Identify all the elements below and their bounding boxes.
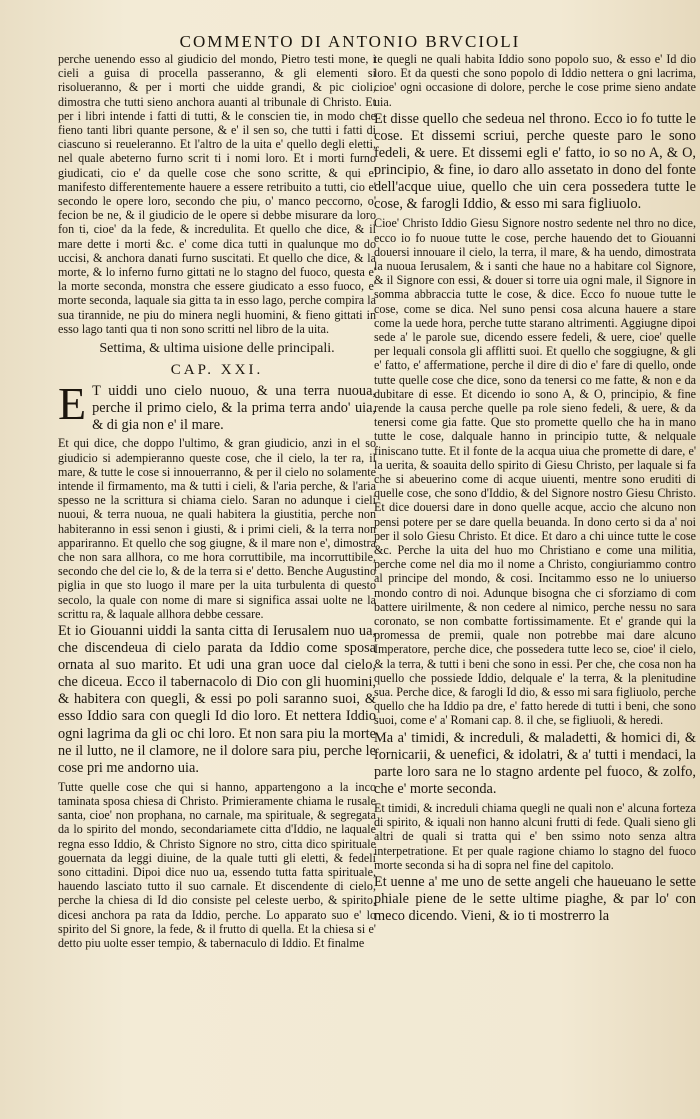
scripture-paragraph: Ma a' timidi, & increduli, & maladetti, & homici di, & fornicarii, & uenefici, & idolatri, & a' tutti i mendaci, la parte loro sara ne lo stagno ardente pel fuoco, & zolfo, che e' morte seconda. [374, 729, 696, 797]
commentary-paragraph: perche uenendo esso al giudicio del mondo, Pietro testi mone, i cieli a guisa di procella passeranno, & gli elementi si risolueranno, & per i morti che uidde grandi, & pic cioli, dimostra che tutti sieno anchora auanti al tribunale di Christo. Et per i libri intende i fatti di tutti, & le conscien tie, in modo che fieno tanti libri quante persone, & e' il sen so, che tutti i fatti di ciascuno si reueleranno. Et l'altro de la uita e' quello degli eletti, nel quale abeterno furno scrit ti i nomi loro. Et i morti furno giudicati, cio e' da quelle cose che sono scritte, & qui e' manifesto differentemente hauere a essere retribuito a tutti, cio e' secondo le opere loro, secondo che piu, o' manco peccorno, o' fecion be ne, & il giudicio de le opere si debbe misurare da loro fon ti, cioe' da la fede, & incredulita. Et quello che dice, & il mare dette i morti &c. e' come dica tutti in qualunque mo do uccisi, & anchora danati furno suscitati. Et quello che dice, & la morte, & lo inferno furno gittati ne lo stagno del fuoco, questa e' la morte seconda, monstra che essere giudicato a esso fuoco, e' morte seconda, laquale sia gitta ta in esso lago, perche compira la sua tirannide, ne piu do minera negli huomini, & fieno gittati in esso lago tanti qua ti non sono scritti nel libro de la uita. [58, 52, 376, 336]
scripture-text: T uiddi uno cielo nuouo, & una terra nuoua, perche il primo cielo, & la prima terra ando' uia, & di gia non e' il mare. [92, 383, 376, 434]
commentary-paragraph: Et qui dice, che doppo l'ultimo, & gran giudicio, anzi in el so giudicio si adempieranno queste cose, che il cielo, la ter ra, il mare, & tutte le cose si innouerranno, & per il cielo no solamente intende il firmamento, ma & tutti i cieli, & l'aria perche, & l'aria spesso ne la scrittura si chiama cielo. Saran no adunque i cieli nuoui, & terra nuoua, ne quali habitera la giustitia, perche non habiteranno in essi senon i giusti, & i primi cieli, & la terra non appariranno. Et quello che sog giugne, & il mare non e', dimostra che non sara allhora, co me hora corruttibile, ma incorruttibile, secondo che del cie lo, & de la terra si e' detto. Benche Augustino piglia in que sto luogo il mare per la uita turbulenta di questo secolo, la quale con nome di mare si significa assai uolte ne la scrittu ra, & laquale allhora debbe cessare. [58, 436, 376, 621]
scripture-paragraph: Et uenne a' me uno de sette angeli che haueuano le sette phiale piene de le sette ultime piaghe, & par lo' con meco dicendo. Vieni, & io ti mostrerro la [374, 874, 696, 925]
drop-cap: E [58, 378, 87, 430]
commentary-paragraph: Cioe' Christo Iddio Giesu Signore nostro sedente nel thro no dice, ecco io fo nuoue tutte le cose, perche hauendo det to Giouanni douersi innouare il cielo, la terra, il mare, & ha uendo, dimostrata la nuoua Ierusalem, & i santi che haue no a habitare col Signore, & il Signore con essi, & douer si torre uia ogni male, il Signore in somma abbraccia tutte le cose, & dice. Ecco fo nuoue tutte le cose, come se dica. Nel suno pensi cosa alcuna hauere a stare come la uede hora, perche tutte starano altrimenti. Aggiugne dipoi sede a' le parole sue, dicendo essere fedeli, & uere, cioe' quelle per lequali consola gli afflitti suoi. Et quello che soggiugne, & gli e' fatto, e' affermatione, perche il dire di dio e' fare di quello, onde tutte quelle cose che dice, sono da tenersi co me fatte, & non e da dubitare di esse. Et dicendo io sono A, & O, principio, & fine rende la causa perche quelle pa role sieno fedeli, & uere, & da tenersi come gia fatte. Que sto promette quello che ha in mano tutte le cose, dalquale hanno in principio tutte, & nelquale finiscano tutte. Et il fonte de la acqua uiua che promette di dare, e' la uerita, & soauita dello spirito di Giesu Christo, per laquale si fa che si abeuerino come di acque uiuenti, mentre sono eruditi di quelle cose, che sono d'Iddio, & del Signore nostro Giesu Christo. Et dice douersi dare in dono quelle acque, accio che alcuno non pensi potere per se dare quella beuanda. In dono certo si da a' noi per il solo Giesu Christo. Et dice. Et daro a chi uince tutte le cose &c. Perche la uita del huo mo Christiano e come una militia, perche come nel dia mo il nome a Christo, congiuriammo contro al principe del mondo, & cosi. Incitammo esso ne lo uniuerso mondo contro di noi. Adunque bisogna che ci sforziamo di com battere uirilmente, & non cedere al nimico, perche nessu no sara coronato, se non combatte fortissimamente. Et e' grande qui la promessa de premii, quale non potrebbe mai dare alcuno Imperatore, perche dice, che possedera tutte leco se, cioe' il cielo, & la terra, & tutti i beni che sono in essi. Per che, che cosa non ha quello che possiede Iddio, delquale e' la terra, & la plenitudine sua. Perche dice, & farogli Id dio, & esso mi sara figliuolo, perche quello che ha Iddio pa dre, e' fatto herede di tutti i beni, che sono suoi, come e' a' Romani cap. 8. il che, se figliuoli, & heredi. [374, 216, 696, 728]
commentary-paragraph: Et timidi, & increduli chiama quegli ne quali non e' alcuna forteza di spirito, & iquali non hanno alcuni frutti di fede. Quali sieno gli altri de quali si tratta qui e' ben ssimo noto senza altra interpetratione. Et per quale ragione chiamo lo stagno del fuoco morte seconda si ha di sopra nel fine del capitolo. [374, 801, 696, 872]
running-head: COMMENTO DI ANTONIO BRVCIOLI [179, 32, 521, 51]
commentary-paragraph: te quegli ne quali habita Iddio sono popolo suo, & esso e' Id dio loro. Et da questi che sono popolo di Iddio nettera o gni lacrima, cioe' ogni occasione di dolore, perche le cose prime sieno andate uia. [374, 52, 696, 109]
scripture-paragraph [58, 378, 376, 434]
scripture-paragraph: Et io Giouanni uiddi la santa citta di Ierusalem nuo ua, che discendeua di cielo parata da Iddio come sposa ornata al suo marito. Et udi una gran uoce dal cielo, che diceua. Ecco il tabernacolo di Dio con gli huomini, & habitera con quegli, & essi po poli saranno suoi, & esso Iddio sara con quegli Id dio loro. Et nettera Iddio ogni lagrima da gli oc chi loro. Et non sara piu la morte ne il lutto, ne il clamore, ne il dolore sara piu, perche le cose pri me andorno uia. [58, 622, 376, 776]
scripture-paragraph: Et disse quello che sedeua nel throno. Ecco io fo tutte le cose. Et dissemi scriui, perche queste paro le sono fedeli, & uere. Et dissemi egli e' fatto, io so no A, & O, principio, & fine, io daro allo assetato in dono del fonte dell'acque uiue, quello che uin cera possedera tutte le cose, & farogli Iddio, & esso mi sara figliuolo. [374, 110, 696, 213]
right-column [374, 52, 696, 1106]
left-column [58, 52, 376, 1106]
commentary-paragraph: Tutte quelle cose che qui si hanno, appartengono a la inco taminata sposa chiesa di Christo. Primieramente chiama le rusale santa, cioe' non prophana, no carnale, ma spirituale, & segregata da lo spirito del mondo, secondariamete citta d'Iddio, ne laquale regna esso Iddio, & Christo Signore no stro, citta dico spirituale gouernata da leggi diuine, de la quale tutti gli eletti, & fedeli sono cittadini. Dipoi dice nuo ua, essendo tutta fatta spirituale, hauendo lasciato tutto il suo carnale. Et discendente di cielo, perche la chiesa di Id dio consiste pel celeste uerbo, & spirito, dicesi anchora pa rata da Iddio, perche. Lo apparato suo e' lo spirito del Si gnore, la fede, & il frutto di quella. Et la chiesa si e' detto piu uolte esser tempio, & tabernaculo di Iddio. Et finalme [58, 779, 376, 951]
vision-heading: Settima, & ultima uisione delle principali. [99, 341, 335, 357]
chapter-heading: CAP. XXI. [170, 362, 264, 379]
